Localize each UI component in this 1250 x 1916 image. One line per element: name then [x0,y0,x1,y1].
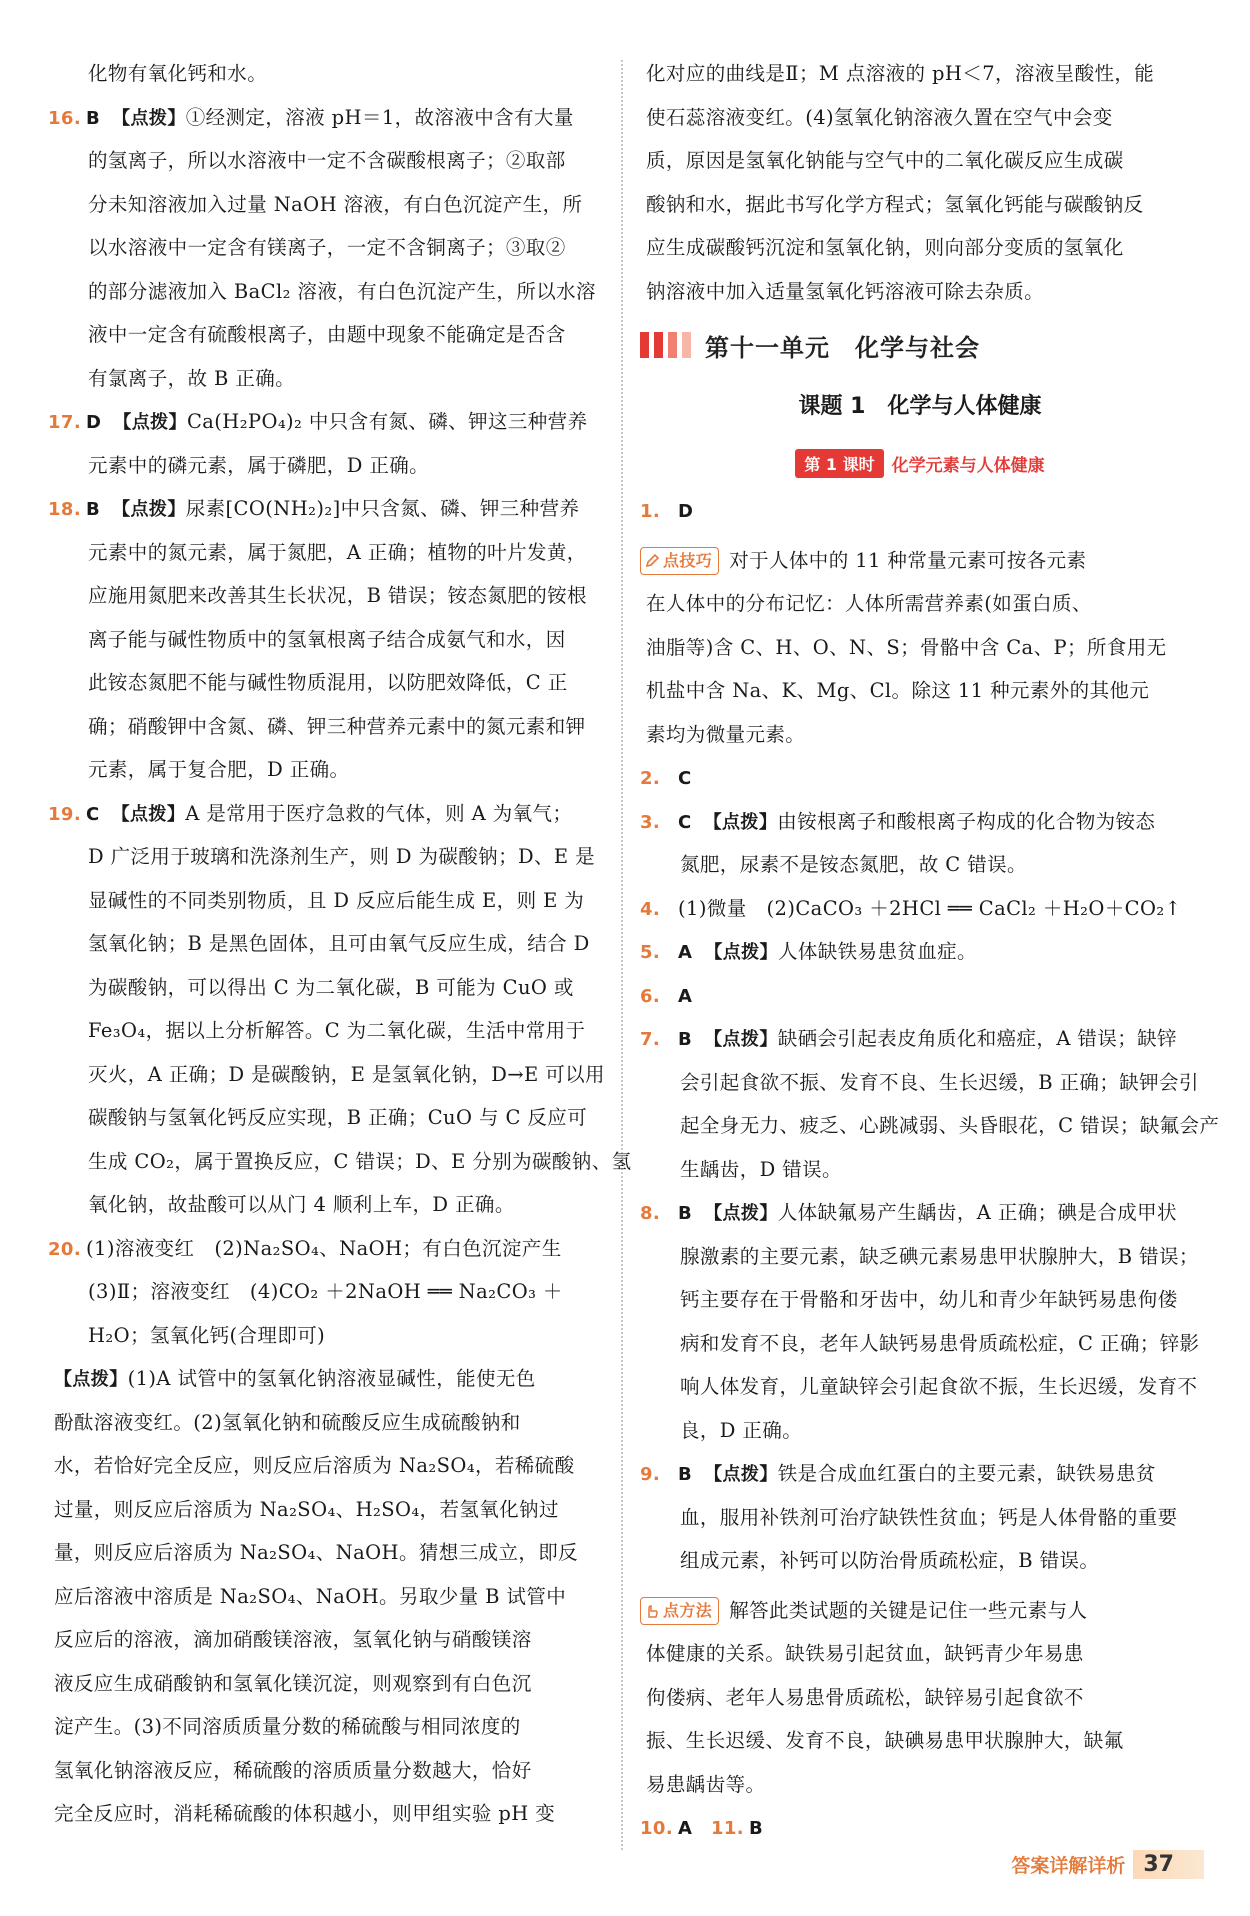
hint-tag: 【点拨】 [112,499,186,520]
tip-label-text: 点技巧 [663,551,713,570]
question-number: 2. [640,768,661,789]
text-line [640,887,1200,931]
line-text: H₂O；氢氧化钙(合理即可) [88,1323,326,1347]
text-line [48,618,604,662]
text-line [640,626,1200,670]
page-number: 37 [1133,1850,1204,1879]
hint-tag: 【点拨】 [111,803,186,825]
text-line [48,1488,604,1532]
tip-label-method [640,1597,719,1625]
line-text: 液中一定含有硫酸根离子，由题中现象不能确定是否含 [88,323,566,346]
text-line [48,1618,604,1662]
right-top-continuation [640,52,1200,313]
line-text: (1)A 试管中的氢氧化钠溶液显碱性，能使无色 [127,1367,536,1390]
text-line [640,1104,1220,1148]
tip-label-technique [640,547,719,575]
hint-tag: 【点拨】 [703,811,778,833]
line-text: 的氢离子，所以水溶液中一定不含碳酸根离子；②取部 [88,149,566,172]
question-number: 1. [640,501,661,522]
text-line [640,1452,1200,1496]
question-number: 6. [640,985,661,1007]
line-text: Fe₃O₄，据以上分析解答。C 为二氧化碳，生活中常用于 [88,1019,586,1042]
line-text: 灭火，A 正确；D 是碳酸钠，E 是氢氧化钠，D→E 可以用 [88,1062,605,1086]
line-text: Ca(H₂PO₄)₂ 中只含有氮、磷、钾这三种营养 [186,410,588,433]
text-line [48,313,604,357]
text-line [48,444,604,488]
line-text: 由铵根离子和酸根离子构成的化合物为铵态 [777,809,1156,833]
text-line [48,705,604,749]
line-text: 应生成碳酸钙沉淀和氢氧化钠，则向部分变质的氢氧化 [646,236,1124,259]
lesson-title: 课题 1 化学与人体健康 [798,394,1042,419]
text-line [48,226,604,270]
line-text: 缺硒会引起表皮角质化和癌症，A 错误；缺锌 [777,1027,1177,1050]
hint-tag: 【点拨】 [704,1464,778,1485]
answer-letter: B [748,1818,764,1839]
hint-tag: 【点拨】 [704,942,778,963]
text-line [640,1322,1200,1366]
answer-letter: D [86,412,102,433]
line-text: 元素中的氮元素，属于氮肥，A 正确；植物的叶片发黄， [88,540,587,564]
unit-heading-bars-icon [640,332,691,358]
question-number: 20. [48,1238,82,1260]
line-text: 酸钠和水，据此书写化学方程式；氢氧化钙能与碳酸钠反 [646,192,1144,216]
footer-label: 答案详解详析 [1011,1855,1126,1877]
tip-line [640,539,1200,583]
line-text: 此铵态氮肥不能与碱性物质混用，以防肥效降低，C 正 [88,671,568,694]
hint-tag: 【点拨】 [113,412,187,433]
text-line [640,183,1200,227]
unit-heading [640,313,1200,377]
text-line [48,531,604,575]
question-number: 5. [640,942,661,963]
line-text: 氢氧化钠；B 是黑色固体，且可由氧气反应生成，结合 D [88,932,590,955]
text-line [48,922,604,966]
question-number: 7. [640,1029,661,1050]
line-text: 良，D 正确。 [680,1418,803,1442]
answer-letter: C [678,768,692,789]
text-line [48,1183,604,1227]
text-line [48,748,604,792]
text-line [640,1496,1200,1540]
text-line [48,1140,632,1184]
line-text: 氢氧化钠溶液反应，稀硫酸的溶质质量分数越大，恰好 [54,1758,532,1782]
pencil-icon [644,553,660,569]
left-column [48,52,632,1836]
question-number: 9. [640,1464,661,1485]
line-text: 体健康的关系。缺铁易引起贫血，缺钙青少年易患 [646,1642,1084,1665]
question-number: 19. [48,803,82,825]
line-text: 水，若恰好完全反应，则反应后溶质为 Na₂SO₄，若稀硫酸 [54,1454,575,1477]
text-line [640,1061,1200,1105]
line-text: 碳酸钠与氢氧化钙反应实现，B 正确；CuO 与 C 反应可 [88,1106,588,1129]
answer-letter: B [678,1203,693,1224]
line-text: 过量，则反应后溶质为 Na₂SO₄、H₂SO₄，若氢氧化钠过 [54,1497,559,1521]
text-line [48,1357,604,1401]
tip-text-rest [640,582,1200,756]
line-text: 分未知溶液加入过量 NaOH 溶液，有白色沉淀产生，所 [88,192,583,216]
line-text: (3)Ⅱ；溶液变红 (4)CO₂ ＋2NaOH ══ Na₂CO₃ ＋ [88,1280,563,1303]
text-line [640,1278,1200,1322]
question-number: 17. [48,412,82,433]
text-line [48,487,604,531]
line-text: 反应后的溶液，滴加硝酸镁溶液，氢氧化钠与硝酸镁溶 [54,1628,532,1651]
line-text: 液反应生成硝酸钠和氢氧化镁沉淀，则观察到有白色沉 [54,1671,532,1695]
line-text: A 是常用于医疗急救的气体，则 A 为氧气； [185,801,573,825]
text-line [640,800,1200,844]
tip-text: 对于人体中的 11 种常量元素可按各元素 [729,548,1087,572]
line-text: 的部分滤液加入 BaCl₂ 溶液，有白色沉淀产生，所以水溶 [88,279,596,303]
question-number: 11. [710,1818,745,1839]
text-line [640,1409,1200,1453]
question-number: 8. [640,1203,661,1224]
answer-item-10-11 [640,1806,1200,1850]
text-line [48,139,604,183]
text-line [48,792,604,836]
period-badge: 第 1 课时 [795,449,883,478]
text-line [640,1365,1200,1409]
question-number: 10. [640,1818,674,1839]
line-text: 起全身无力、疲乏、心跳减弱、头昏眼花，C 错误；缺氟会产 [680,1114,1220,1137]
line-text: 机盐中含 Na、K、Mg、Cl。除这 11 种元素外的其他元 [646,679,1150,702]
answer-letter: A [678,985,693,1007]
text-line [48,1053,604,1097]
text-line [640,1676,1200,1720]
answer-letter: A [678,942,693,963]
text-line [48,357,604,401]
line-text: 生成 CO₂，属于置换反应，C 错误；D、E 分别为碳酸钠、氢 [88,1149,632,1173]
question-number: 3. [640,811,661,833]
line-text: 确；硝酸钾中含氮、磷、钾三种营养元素中的氮元素和钾 [88,714,586,738]
line-text: 量，则反应后溶质为 Na₂SO₄、NaOH。猜想三成立，即反 [54,1541,579,1564]
unit-title: 第十一单元 化学与社会 [705,333,980,362]
line-text: 元素中的磷元素，属于磷肥，D 正确。 [88,453,430,477]
text-line [48,1009,604,1053]
text-line [640,843,1200,887]
line-text: 腺激素的主要元素，缺乏碘元素易患甲状腺肿大，B 错误； [680,1244,1199,1268]
line-text: 淀产生。(3)不同溶质质量分数的稀硫酸与相同浓度的 [54,1715,521,1738]
text-line [640,974,1200,1018]
line-text: 完全反应时，消耗稀硫酸的体积越小，则甲组实验 pH 变 [54,1802,556,1825]
text-line [48,1270,604,1314]
answer-letter: B [678,1029,693,1050]
line-text: 佝偻病、老年人易患骨质疏松，缺锌易引起食欲不 [646,1685,1084,1709]
line-text: 铁是合成血红蛋白的主要元素，缺铁易患贫 [777,1462,1156,1485]
text-line [640,1017,1200,1061]
answer-item-1 [640,489,1200,533]
line-text: 在人体中的分布记忆：人体所需营养素(如蛋白质、 [646,592,1092,615]
line-text: 响人体发育，儿童缺锌会引起食欲不振，生长迟缓，发育不 [680,1375,1198,1398]
column-divider [621,60,623,1850]
text-line [640,226,1200,270]
text-line [640,669,1200,713]
answer-letter: C [86,803,100,825]
hint-tag: 【点拨】 [112,107,186,129]
text-line [48,1792,604,1836]
answer-letter: B [86,107,101,129]
hand-pointer-icon [644,1603,660,1619]
line-text: 氧化钠，故盐酸可以从门 4 顺利上车，D 正确。 [88,1193,515,1216]
text-line [640,582,1200,626]
answer-letter: B [86,499,101,520]
text-line [640,1235,1200,1279]
answer-letter: D [678,501,694,522]
tip-text-rest [640,1632,1200,1806]
line-text: 应施用氮肥来改善其生长状况，B 错误；铵态氮肥的铵根 [88,584,587,607]
question-number: 18. [48,499,82,520]
text-line [48,1227,604,1271]
text-line [640,52,1200,96]
hint-tag: 【点拨】 [54,1369,128,1390]
text-line [640,1539,1200,1583]
line-text: 氮肥，尿素不是铵态氮肥，故 C 错误。 [680,853,1027,876]
text-line [48,1531,604,1575]
answer-letter: A [678,1818,693,1839]
text-line [640,1148,1200,1192]
tip-line [640,1589,1200,1633]
text-line [640,1763,1200,1807]
answer-letter: B [678,1464,693,1485]
line-text: 素均为微量元素。 [646,722,806,746]
line-text: 易患龋齿等。 [646,1772,766,1796]
line-text: 钠溶液中加入适量氢氧化钙溶液可除去杂质。 [646,279,1045,303]
line-text: 血，服用补铁剂可治疗缺铁性贫血；钙是人体骨骼的重要 [680,1505,1178,1529]
line-text: ①经测定，溶液 pH＝1，故溶液中含有大量 [185,105,574,129]
line-text: 酚酞溶液变红。(2)氢氧化钠和硫酸反应生成硫酸钠和 [54,1410,521,1434]
page-footer [1011,1850,1204,1879]
line-text: 有氯离子，故 B 正确。 [88,366,296,390]
period-heading [640,437,1200,489]
hint-tag: 【点拨】 [704,1029,778,1050]
text-line [48,1705,604,1749]
line-text: 为碳酸钠，可以得出 C 为二氧化碳，B 可能为 CuO 或 [88,975,574,999]
line-text: 人体缺氟易产生龋齿，A 正确；碘是合成甲状 [777,1201,1177,1224]
text-line [48,1314,604,1358]
line-text: 油脂等)含 C、H、O、N、S；骨骼中含 Ca、P；所食用无 [646,635,1167,659]
text-line [48,1401,604,1445]
tip-label-text: 点方法 [663,1601,713,1620]
text-line [640,930,1200,974]
text-line [48,574,604,618]
text-line [640,139,1200,183]
question-number: 4. [640,898,661,920]
tip-box-method [640,1589,1200,1807]
right-answers [640,756,1220,1583]
text-line [48,400,604,444]
line-text: (1)溶液变红 (2)Na₂SO₄、NaOH；有白色沉淀产生 [86,1236,562,1260]
line-text: 应后溶液中溶质是 Na₂SO₄、NaOH。另取少量 B 试管中 [54,1584,567,1608]
question-number: 16. [48,107,82,129]
line-text: 以水溶液中一定含有镁离子，一定不含铜离子；③取② [88,236,566,259]
line-text: 使石蕊溶液变红。(4)氢氧化钠溶液久置在空气中会变 [646,105,1113,129]
line-text: 病和发育不良，老年人缺钙易患骨质疏松症，C 正确；锌影 [680,1331,1200,1355]
line-text: 人体缺铁易患贫血症。 [777,940,977,963]
line-text: 振、生长迟缓、发育不良，缺碘易患甲状腺肿大，缺氟 [646,1729,1124,1752]
text-line [48,183,604,227]
answer-letter: C [678,811,692,833]
text-line [640,756,1200,800]
hint-tag: 【点拨】 [704,1203,778,1224]
text-line [640,1191,1200,1235]
text-line [48,1444,604,1488]
line-text: 元素，属于复合肥，D 正确。 [88,758,350,781]
text-line [48,52,604,96]
line-text: 钙主要存在于骨骼和牙齿中，幼儿和青少年缺钙易患佝偻 [680,1288,1178,1311]
line-text: 生龋齿，D 错误。 [680,1157,842,1181]
line-text: (1)微量 (2)CaCO₃ ＋2HCl ══ CaCl₂ ＋H₂O＋CO₂↑ [678,896,1182,920]
line-text: 化物有氧化钙和水。 [88,62,268,85]
text-line [48,270,604,314]
line-text: 质，原因是氢氧化钠能与空气中的二氧化碳反应生成碳 [646,149,1124,172]
line-text: D 广泛用于玻璃和洗涤剂生产，则 D 为碳酸钠；D、E 是 [88,845,596,868]
line-text: 会引起食欲不振、发育不良、生长迟缓，B 正确；缺钾会引 [680,1070,1199,1094]
line-text: 显碱性的不同类别物质，且 D 反应后能生成 E，则 E 为 [88,888,585,912]
line-text: 离子能与碱性物质中的氢氧根离子结合成氨气和水，因 [88,627,566,651]
text-line [48,1662,604,1706]
tip-text: 解答此类试题的关键是记住一些元素与人 [729,1598,1088,1622]
text-line [48,1096,604,1140]
right-column [640,52,1220,1850]
text-line [48,966,604,1010]
text-line [48,96,604,140]
tip-box-technique [640,539,1200,757]
period-title: 化学元素与人体健康 [891,455,1045,476]
text-line [640,96,1200,140]
text-line [640,270,1200,314]
text-line [640,1719,1200,1763]
text-line [48,835,604,879]
text-line [48,879,604,923]
text-line [640,1632,1200,1676]
text-line [48,661,604,705]
text-line [48,1749,604,1793]
line-text: 组成元素，补钙可以防治骨质疏松症，B 错误。 [680,1549,1100,1572]
text-line [640,713,1200,757]
line-text: 化对应的曲线是Ⅱ；M 点溶液的 pH＜7，溶液呈酸性，能 [646,62,1155,85]
line-text: 尿素[CO(NH₂)₂]中只含氮、磷、钾三种营养 [185,497,580,520]
text-line [48,1575,604,1619]
